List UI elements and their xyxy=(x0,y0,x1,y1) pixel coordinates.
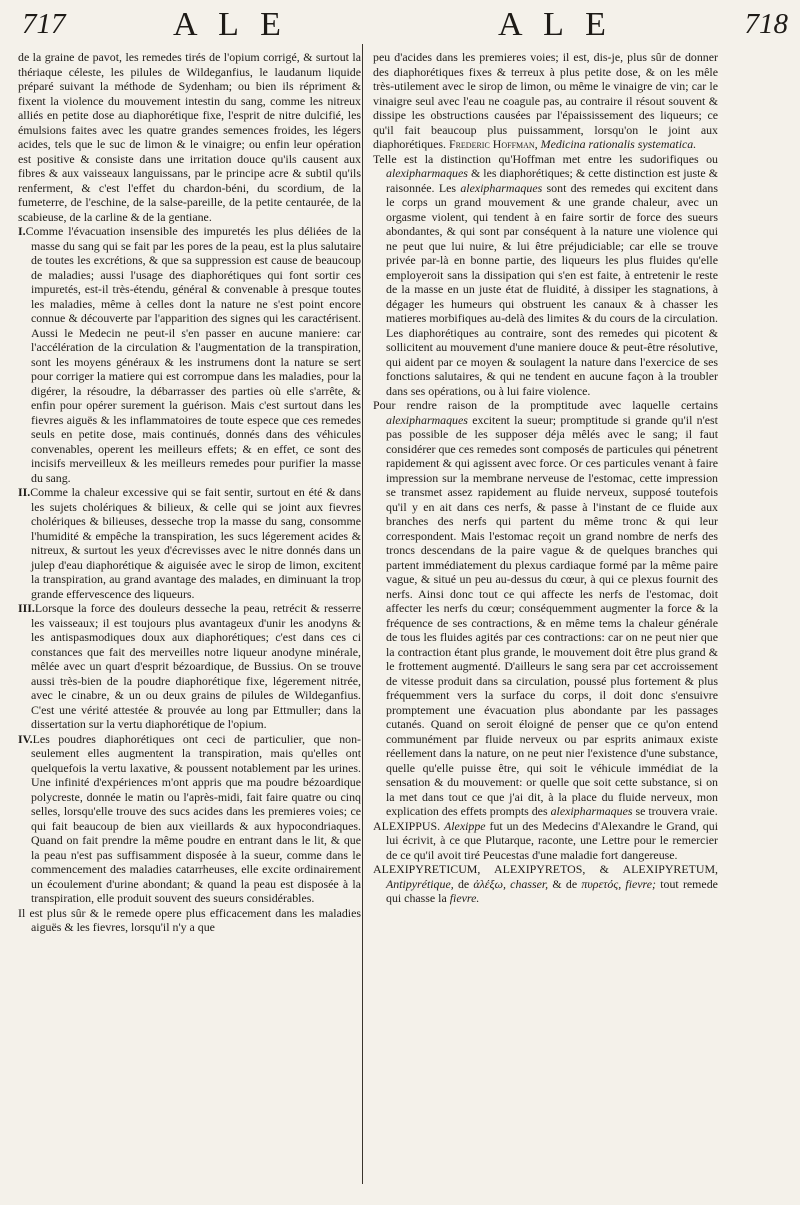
paragraph-numeral: IV. xyxy=(18,731,33,746)
continued-paragraph xyxy=(373,50,718,152)
left-running-headword: A L E xyxy=(173,6,288,43)
entry-text: & de xyxy=(552,876,578,891)
greek-etymology: πυρετός, fievre; xyxy=(581,876,656,891)
italic-term: alexipharmaques xyxy=(386,412,468,427)
distinction-paragraph xyxy=(373,152,718,399)
entry-text: tout remede qui chasse la xyxy=(386,876,718,905)
left-column xyxy=(18,50,361,1200)
entry-name: Alexippe xyxy=(443,818,486,833)
paragraph-text: sont des remedes qui excitent dans le corps un grand mouvement & une grande chaleur, avec un orgasme violent, qui tendent à en faire sortir de force des sueurs abondantes, & qui sont par conséquent à la nature une violence qui ne peut que lui nuire, & lui être préjudiciable; car elle se trouve privée par-là en bonne partie, des liqueurs les plus fluides qu'elle employeroit sans la dissipation qui s'en est faite, à entretenir le reste de la masse en un juste état de fluidité, à dissiper les stagnations, à dégager les humeurs qui obstruent les canaux & à chasser les matieres morbifiques au-delà des limites & du cours de la circulation. Les diaphorétiques au contraire, sont des remedes qui picotent & sollicitent au mouvement d'une maniere douce & peut-être résolutive, qui aident par ce moyen & soulagent la nature dans l'exercice de ses fonctions salutaires, & qui ne tendent en aucune façon à la troubler dans ses opérations, ou à lui faire violence. xyxy=(386,180,718,398)
right-running-headword: A L E xyxy=(498,6,613,43)
entry-alexipyreticum xyxy=(373,862,718,906)
entry-alexippus xyxy=(373,819,718,863)
numbered-paragraph-1 xyxy=(18,224,361,485)
closing-paragraph: Il est plus sûr & le remede opere plus efficacement dans les maladies aiguës & les fievres, lorsqu'il n'y a que xyxy=(18,905,361,934)
running-header xyxy=(0,6,800,52)
entry-text: fut un des Medecins d'Alexandre le Grand, qui lui écrivit, à ce que Plutarque, raconte, une Lettre pour le remercier de ce qu'il avoit tiré Peucestas d'une maladie fort dangereuse. xyxy=(386,818,718,862)
work-citation: Medicina rationalis systematica. xyxy=(540,137,697,151)
left-page-number: 717 xyxy=(22,8,66,40)
explanation-paragraph xyxy=(373,398,718,819)
numbered-paragraph-2 xyxy=(18,485,361,601)
author-citation: Frederic Hoffman, xyxy=(448,137,538,151)
paragraph-text: se trouvera vraie. xyxy=(635,804,718,818)
paragraph-numeral: I. xyxy=(18,224,26,238)
italic-term: alexipharmaques xyxy=(386,166,468,180)
paragraph-text: peu d'acides dans les premieres voies; il est, dis-je, plus sûr de donner des diaphorétiques fixes & terreux à plus petite dose, & on les mêle très-utilement avec le sirop de limon, ou même le vinaigre de vin; car le vinaigre seul avec l'eau ne coagule pas, au contraire il résout souvent & dissipe les obstructions causées par l'épaississement des liqueurs; ce qu'il fait beaucoup plus puissamment, lorsqu'on le joint aux diaphorétiques. xyxy=(373,50,718,151)
continued-paragraph: de la graine de pavot, les remedes tirés de l'opium corrigé, & surtout la thériaque céleste, les pilules de Wildeganfius, le laudanum liquide préparé suivant la méthode de Sydenham; ou bien ils répriment & fixent la violence du mouvement intestin du sang, comme les nitreux alliés en petite dose au diaphorétique fixe, l'esprit de nitre dulcifié, les émulsions faites avec les quatre grandes semences froides, les légers acides, tels que le suc de limon & le vinaigre; ou enfin leur opération est positive & consiste dans une irritation douce qu'ils causent aux fibres & aux vaisseaux languissans, par le principe acre & subtil qu'ils renferment, & c'est l'effet du chardon-béni, du scordium, de la fumeterre, de l'eschine, de la salse-pareille, de la petite centaurée, de la scabieuse, de la carline & de la gentiane. xyxy=(18,50,361,224)
paragraph-text: & les diaphorétiques; & cette distinction est juste & raisonnée. Les xyxy=(386,166,718,195)
column-divider xyxy=(362,44,363,1184)
numbered-paragraph-3 xyxy=(18,601,361,732)
entry-headword: ALEXIPYRETICUM, ALEXIPYRETOS, & ALEXIPYRETUM, xyxy=(373,862,718,876)
entry-definition: Antipyrétique, xyxy=(386,876,454,891)
paragraph-text: Comme la chaleur excessive qui se fait sentir, surtout en été & dans les sujets cholériques & bilieux, & celle qui se joint aux fievres cholériques & bilieuses, desseche trop la masse du sang, consomme l'humidité & empêche la transpiration, les sucs légerement acides & nitreux, & surtout les yeux d'écrevisses avec le nitre donnés dans un julep d'eau diaphorétique & aiguisée avec le sirop de limon, excitent la transpiration, au grand avantage des malades, en diminuant la trop grande effervescence des liqueurs. xyxy=(30,485,361,601)
italic-term: alexipharmaques xyxy=(550,804,633,818)
paragraph-text: Telle est la distinction qu'Hoffman met entre les sudorifiques ou xyxy=(373,151,718,166)
paragraph-text: Lorsque la force des douleurs desseche la peau, retrécit & resserre les vaisseaux; il est toujours plus avantageux d'unir les anodyns & les antispasmodiques doux aux diaphorétiques; c'est dans ces ci constances que fait des merveilles notre liqueur anodyne minérale, mêlée avec un quart d'esprit bézoardique, de Bussius. On se trouve aussi très-bien de la poudre diaphorétique fixe, légerement nitrée, avec le cinabre, & un ou deux grains de pilules de Wildeganfius. C'est une vérité attestée & prouvée au long par Ettmuller; dans la dissertation sur la vertu diaphorétique de l'opium. xyxy=(31,601,361,731)
paragraph-text: Comme l'évacuation insensible des impuretés les plus déliées de la masse du sang qui se fait par les pores de la peau, est la plus salutaire de toutes les excrétions, & que sa suppression est cause de beaucoup de maladies; aussi l'usage des diaphorétiques qui font sortir ces impuretés, est-il très-étendu, général & convenable à presque toutes les maladies, même à celles dont la nature ne s'est point encore connue & découverte par l'apparition des signes qui les caractérisent. Aussi le Medecin ne peut-il s'en passer en aucune maniere: car l'accélération de la circulation & l'augmentation de la transpiration, sont les moyens généraux & les instrumens dont la nature se sert pour corriger la matiere qui est corrompue dans les maladies, pour la digérer, la résoudre, la débarrasser des parties où elle s'arrête, & enfin pour opérer surement la guérison. Mais c'est surtout dans les fievres aiguës & les inflammatoires de toute espece que ces remedes seuls en petite dose, mais continués, donnés dans des véhicules convenables, operent les meilleurs effets; & en effet, ce sont des incisifs merveilleux & les meilleurs remedes pour purifier la masse du sang. xyxy=(25,224,361,485)
paragraph-numeral: III. xyxy=(18,601,35,615)
right-column xyxy=(373,50,718,1200)
numbered-paragraph-4 xyxy=(18,732,361,906)
entry-headword: ALEXIPPUS. xyxy=(373,818,441,833)
italic-term: alexipharmaques xyxy=(460,180,543,195)
paragraph-text: excitent la sueur; promptitude si grande qu'il n'est pas possible de les supposer déja mêlés avec le sang; il faut considérer que ces remedes sont composés de particules qui pénetrent rapidement & qui agissent avec force. Or ces particules venant à faire impression sur la membrane nerveuse de l'estomac, cette impression se transmet assez rapidement au fluide nerveux, supposé toutefois qu'il y en ait dans ces nerfs, & passe à l'instant de ce fluide aux branches des nerfs qui partent du même tronc & qui leur correspondent. Mais l'estomac reçoit un grand nombre de nerfs des troncs descendans de la paire vague & de quelques branches qui partent immédiatement du plexus cardiaque formé par la même paire vague, & situé un peu au-dessus du cœur, à qui ce plexus fournit des nerfs. Ainsi donc tout ce qui affecte les nerfs de l'estomac, doit affecter les nerfs du cœur; conséquemment augmenter la force & la fréquence de ses contractions, & en même tems la chaleur générale de tous les fluides agités par ces contractions: car on ne peut nier que la contraction étant plus grande, le mouvement doit être plus grand & le frottement augmenté. D'ailleurs le sang sera par cet accroissement de vitesse produit dans sa circulation, poussé plus fortement & plus fréquemment vers la surface du corps, il doit donc s'ensuivre promptement une évacuation plus abondante par les passages cutanés. Quand on seroit éloigné de penser que ce qu'on entend communément par fluide nerveux ou par esprits animaux existe réellement dans la nature, on ne peut nier l'existence d'une substance, quelle qu'elle puisse être, qui soit le véhicule immédiat de la sensation & du mouvement: or quelle que soit cette substance, si on la met dans tout ce que j'ai dit, à la place du fluide nerveux, mon explication des effets prompts des xyxy=(386,412,718,818)
paragraph-numeral: II. xyxy=(18,485,31,499)
entry-text: de xyxy=(457,876,470,891)
paragraph-text: Les poudres diaphorétiques ont ceci de particulier, que non-seulement elles augmentent la transpiration, mais qu'elles ont quelquefois la vertu laxative, & poussent notablement par les urines. Une infinité d'expériences m'ont appris que ma poudre bézoardique polycreste, donnée le matin ou l'après-midi, fait faire quatre ou cinq selles, lorsqu'elle trouve des sucs acides dans les premieres voies; ce qui fait beaucoup de bien aux vieillards & aux hypocondriaques. Quand on fait prendre la même poudre en entrant dans le lit, & que la peau n'est pas suffisamment disposée à la sueur, comme dans le commencement des maladies catarrheuses, elle excite ordinairement un écoulement d'urine abondant; & quand la peau est disposée à la transpiration, elle produit souvent des sueurs considérables. xyxy=(31,731,361,905)
greek-etymology: ἀλέξω, chasser, xyxy=(473,876,549,891)
entry-end: fievre. xyxy=(449,891,480,905)
paragraph-text: Pour rendre raison de la promptitude avec laquelle certains xyxy=(373,398,718,412)
right-page-number: 718 xyxy=(744,8,788,40)
